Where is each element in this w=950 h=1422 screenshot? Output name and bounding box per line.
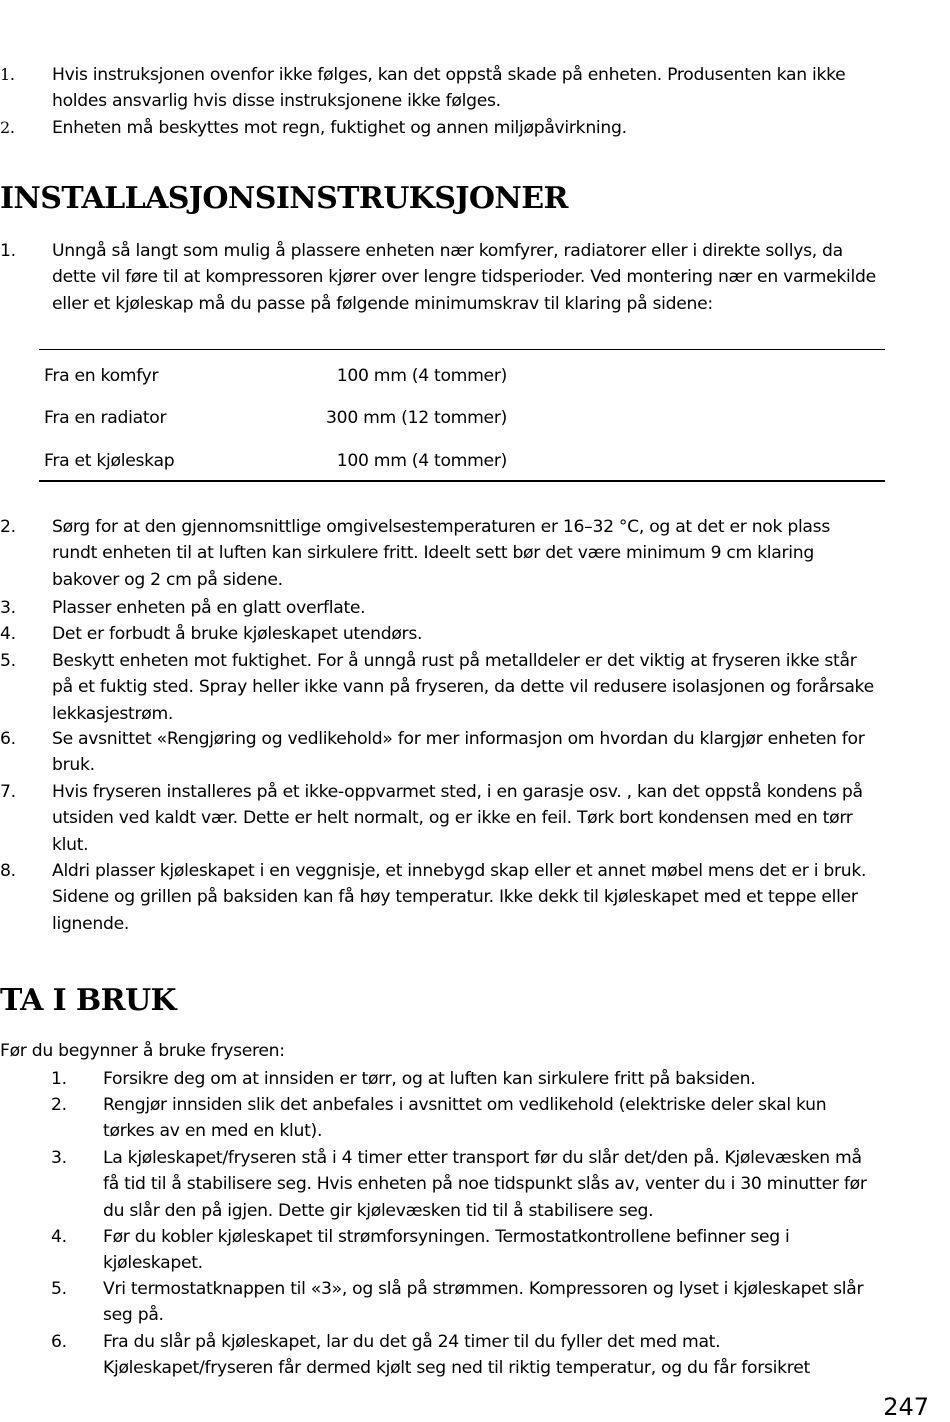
list-item xyxy=(0,1092,880,1145)
list-item xyxy=(0,595,900,621)
list-number: 3. xyxy=(0,598,16,618)
list-number: 7. xyxy=(0,782,16,802)
section-heading-usage: TA I BRUK xyxy=(0,983,177,1018)
list-text: Unngå så langt som mulig å plassere enheten nær komfyrer, radiatorer eller i direkte sollys, da dette vil føre til at kompressoren kjører over lengre tidsperioder. Ved montering nær en varmekilde eller et kjøleskap må du passe på følgende minimumskrav til klaring på sidene: xyxy=(52,241,876,314)
list-text: Hvis instruksjonen ovenfor ikke følges, kan det oppstå skade på enheten. Produsenten kan ikke holdes ansvarlig hvis disse instruksjonene ikke følges. xyxy=(52,65,846,112)
list-item xyxy=(0,1329,880,1382)
table-cell-label: Fra en radiator xyxy=(44,408,167,428)
table-cell-value: 100 mm (4 tommer) xyxy=(336,366,507,386)
table-cell-value: 100 mm (4 tommer) xyxy=(336,451,507,471)
list-text: Enheten må beskyttes mot regn, fuktighet og annen miljøpåvirkning. xyxy=(52,118,627,138)
list-text: Hvis fryseren installeres på et ikke-oppvarmet sted, i en garasje osv. , kan det oppstå kondens på utsiden ved kaldt vær. Dette er helt normalt, og er ikke en feil. Tørk bort kondensen med en tørr klut. xyxy=(52,782,863,855)
list-item xyxy=(0,858,880,937)
list-item xyxy=(0,238,890,317)
list-item xyxy=(0,621,900,647)
list-number: 4. xyxy=(0,624,16,644)
list-number: 6. xyxy=(0,729,16,749)
list-text: Aldri plasser kjøleskapet i en veggnisje, et innebygd skap eller et annet møbel mens det er i bruk. Sidene og grillen på baksiden kan få høy temperatur. Ikke dekk til kjøleskapet med et teppe eller lignende. xyxy=(52,861,867,934)
list-number: 2. xyxy=(0,118,15,137)
list-text: Før du kobler kjøleskapet til strømforsyningen. Termostatkontrollene befinner seg i kjøleskapet. xyxy=(103,1227,790,1274)
list-number: 1. xyxy=(0,65,15,84)
list-number: 2. xyxy=(0,517,16,537)
table-row xyxy=(39,366,885,396)
table-row xyxy=(39,408,885,438)
clearance-table xyxy=(39,349,885,482)
list-item xyxy=(0,1224,860,1277)
table-cell-value: 300 mm (12 tommer) xyxy=(326,408,507,428)
list-text: Det er forbudt å bruke kjøleskapet utendørs. xyxy=(52,624,423,644)
list-text: Forsikre deg om at innsiden er tørr, og at luften kan sirkulere fritt på baksiden. xyxy=(103,1069,756,1089)
section-heading-installation: INSTALLASJONSINSTRUKSJONER xyxy=(0,181,568,216)
list-item xyxy=(0,514,880,593)
list-number: 1. xyxy=(0,241,16,261)
list-number: 5. xyxy=(51,1279,67,1299)
list-number: 4. xyxy=(51,1227,67,1247)
list-number: 5. xyxy=(0,651,16,671)
page-number: 247 xyxy=(883,1393,929,1421)
list-text: Se avsnittet «Rengjøring og vedlikehold» for mer informasjon om hvordan du klargjør enheten for bruk. xyxy=(52,729,865,776)
intro-text: Før du begynner å bruke fryseren: xyxy=(0,1041,285,1061)
list-item xyxy=(0,1276,880,1329)
list-number: 1. xyxy=(51,1069,67,1089)
list-number: 3. xyxy=(51,1148,67,1168)
list-item xyxy=(0,62,860,115)
list-item xyxy=(0,1066,900,1092)
list-number: 8. xyxy=(0,861,16,881)
list-item xyxy=(0,726,895,779)
list-number: 2. xyxy=(51,1095,67,1115)
list-number: 6. xyxy=(51,1332,67,1352)
table-cell-label: Fra en komfyr xyxy=(44,366,159,386)
table-cell-label: Fra et kjøleskap xyxy=(44,451,175,471)
list-item xyxy=(0,779,880,858)
table-row xyxy=(39,451,885,481)
list-item xyxy=(0,1145,880,1224)
list-item xyxy=(0,648,880,727)
list-text: Plasser enheten på en glatt overflate. xyxy=(52,598,366,618)
list-text: Rengjør innsiden slik det anbefales i avsnittet om vedlikehold (elektriske deler skal kun tørkes av en med en klut). xyxy=(103,1095,827,1142)
list-item xyxy=(0,115,900,141)
list-text: Vri termostatknappen til «3», og slå på strømmen. Kompressoren og lyset i kjøleskapet slår seg på. xyxy=(103,1279,864,1326)
list-text: Fra du slår på kjøleskapet, lar du det gå 24 timer til du fyller det med mat. Kjøleskapet/fryseren får dermed kjølt seg ned til riktig temperatur, og du får forsikret xyxy=(103,1332,810,1379)
list-text: La kjøleskapet/fryseren stå i 4 timer etter transport før du slår det/den på. Kjølevæsken må få tid til å stabilisere seg. Hvis enheten på noe tidspunkt slås av, venter du i 30 minutter før du slår den på igjen. Dette gir kjølevæsken tid til å stabilisere seg. xyxy=(103,1148,867,1221)
list-text: Sørg for at den gjennomsnittlige omgivelsestemperaturen er 16–32 °C, og at det er nok plass rundt enheten til at luften kan sirkulere fritt. Ideelt sett bør det være minimum 9 cm klaring bakover og 2 cm på sidene. xyxy=(52,517,830,590)
list-text: Beskytt enheten mot fuktighet. For å unngå rust på metalldeler er det viktig at fryseren ikke står på et fuktig sted. Spray heller ikke vann på fryseren, da dette vil redusere isolasjonen og forårsake lekkasjestrøm. xyxy=(52,651,874,724)
